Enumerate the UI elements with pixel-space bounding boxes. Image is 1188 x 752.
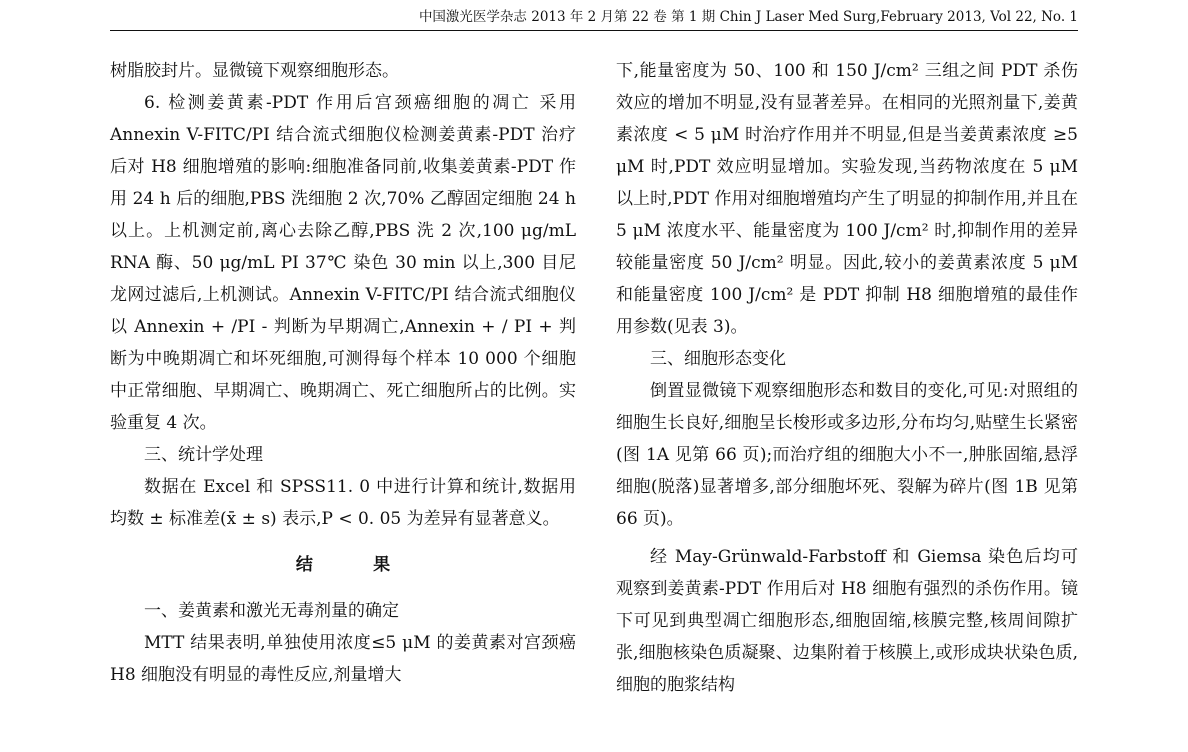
stats-paragraph: 数据在 Excel 和 SPSS11. 0 中进行计算和统计,数据用均数 ± 标准差(x̄ ± s) 表示,P < 0. 05 为差异有显著意义。	[110, 477, 576, 529]
stats-section-title: 三、统计学处理	[144, 445, 263, 465]
right-column	[616, 55, 1078, 701]
results-subsection-1-body: MTT 结果表明,单独使用浓度≤5 μM 的姜黄素对宫颈癌 H8 细胞没有明显的毒性反应,剂量增大	[110, 633, 576, 685]
results-subsection-1-title: 一、姜黄素和激光无毒剂量的确定	[144, 601, 399, 621]
method-item-6: 6. 检测姜黄素-PDT 作用后宫颈癌细胞的凋亡 采用 Annexin V-FITC/PI 结合流式细胞仪检测姜黄素-PDT 治疗后对 H8 细胞增殖的影响:细胞准备同前,收集姜黄素-PDT 作用 24 h 后的细胞,PBS 洗细胞 2 次,70% 乙醇固定细胞 24 h 以上。上机测定前,离心去除乙醇,PBS 洗 2 次,100 μg/mL RNA 酶、50 μg/mL PI 37℃ 染色 30 min 以上,300 目尼龙网过滤后,上机测试。Annexin V-FITC/PI 结合流式细胞仪以 Annexin + /PI - 判断为早期凋亡,Annexin + / PI + 判断为中晚期凋亡和坏死细胞,可测得每个样本 10 000 个细胞中正常细胞、早期凋亡、晚期凋亡、死亡细胞所占的比例。实验重复 4 次。	[110, 93, 576, 433]
results-subsection-3-title: 三、细胞形态变化	[650, 349, 786, 369]
results-heading: 结 果	[295, 555, 418, 575]
left-column	[110, 55, 576, 691]
morphology-paragraph: 倒置显微镜下观察细胞形态和数目的变化,可见:对照组的细胞生长良好,细胞呈长梭形或多边形,分布均匀,贴壁生长紧密(图 1A 见第 66 页);而治疗组的细胞大小不一,肿胀固缩,悬浮细胞(脱落)显著增多,部分细胞坏死、裂解为碎片(图 1B 见第 66 页)。	[616, 381, 1078, 529]
running-header: 中国激光医学杂志 2013 年 2 月第 22 卷 第 1 期 Chin J Laser Med Surg,February 2013, Vol 22, No. 1	[110, 6, 1078, 31]
paragraph-continued: 树脂胶封片。显微镜下观察细胞形态。	[110, 61, 399, 81]
paragraph-continued-right: 下,能量密度为 50、100 和 150 J/cm² 三组之间 PDT 杀伤效应的增加不明显,没有显著差异。在相同的光照剂量下,姜黄素浓度 < 5 μM 时治疗作用并不明显,但是当姜黄素浓度 ≥5 μM 时,PDT 效应明显增加。实验发现,当药物浓度在 5 μM 以上时,PDT 作用对细胞增殖均产生了明显的抑制作用,并且在 5 μM 浓度水平、能量密度为 100 J/cm² 时,抑制作用的差异较能量密度 50 J/cm² 明显。因此,较小的姜黄素浓度 5 μM 和能量密度 100 J/cm² 是 PDT 抑制 H8 细胞增殖的最佳作用参数(见表 3)。	[616, 61, 1078, 337]
staining-paragraph: 经 May-Grünwald-Farbstoff 和 Giemsa 染色后均可观察到姜黄素-PDT 作用后对 H8 细胞有强烈的杀伤作用。镜下可见到典型凋亡细胞形态,细胞固缩,核膜完整,核周间隙扩张,细胞核染色质凝聚、边集附着于核膜上,或形成块状染色质,细胞的胞浆结构	[616, 547, 1078, 695]
